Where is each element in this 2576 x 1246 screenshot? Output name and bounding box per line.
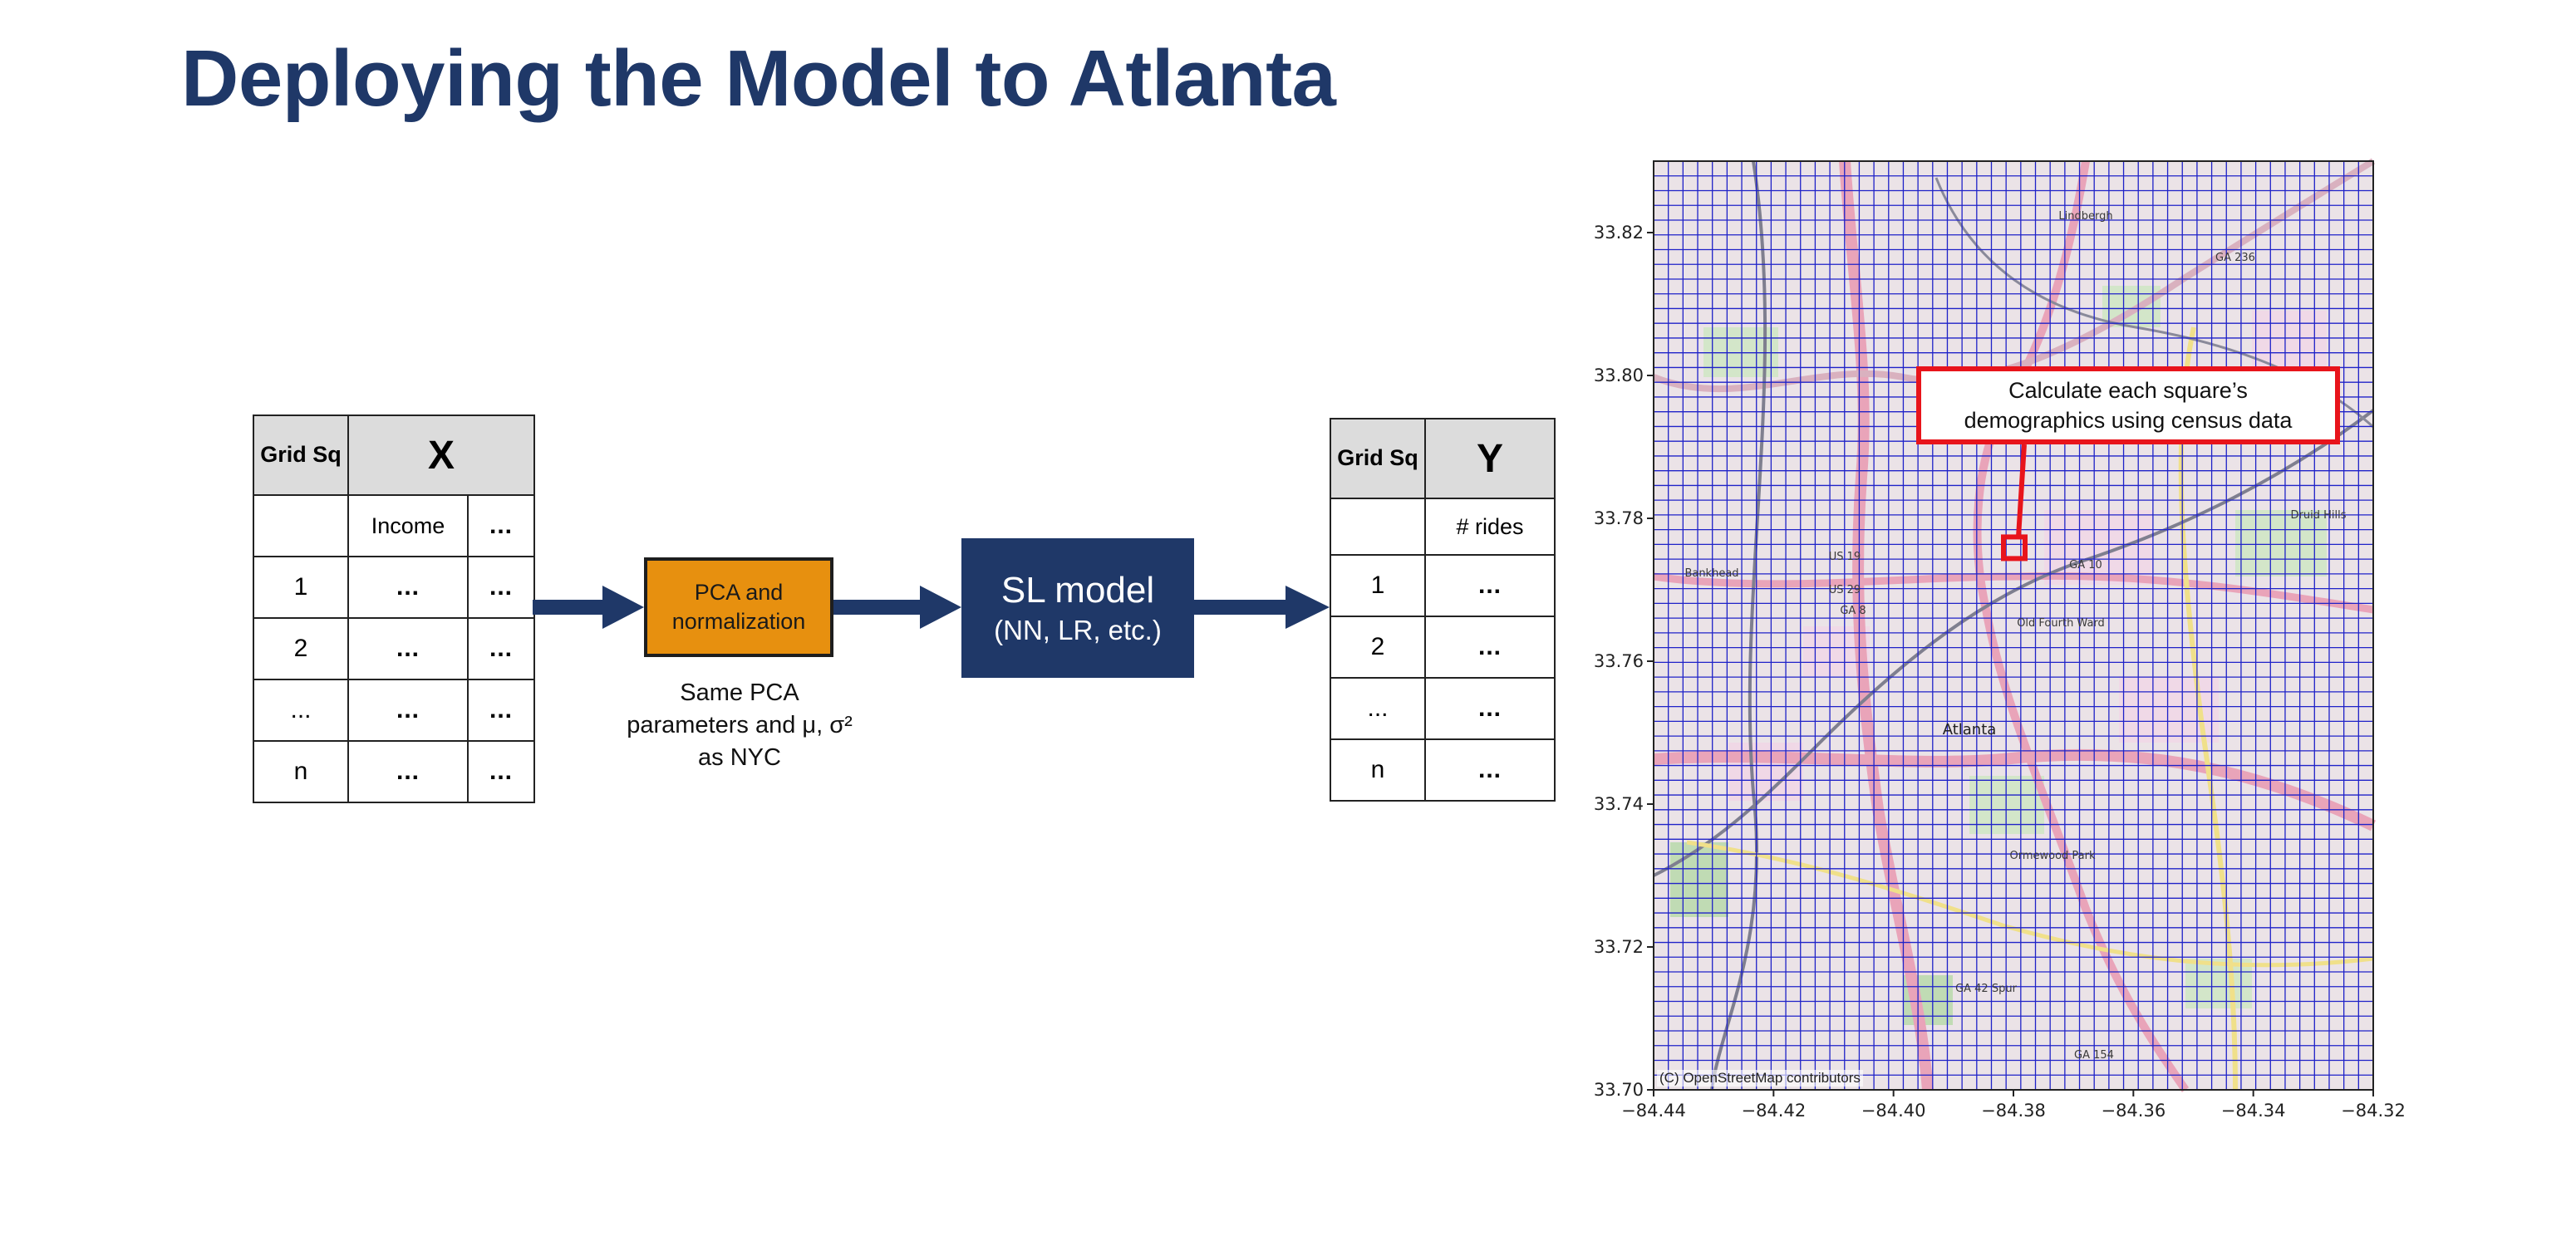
row-id: ... [253,679,348,741]
output-table-y [1330,418,1556,802]
row-more: ... [468,557,534,618]
x-tick-label: −84.36 [2101,1101,2166,1121]
arrow-pca-to-model [833,586,961,629]
y-tick-label: 33.70 [1593,1080,1644,1100]
x-tick-label: −84.38 [1981,1101,2046,1121]
place-label: GA 8 [1840,605,1866,617]
sl-model-title: SL model [1000,569,1155,611]
arrow-x-to-pca [533,586,644,629]
callout-line2: demographics using census data [1964,408,2293,433]
place-label: Bankhead [1684,567,1739,580]
y-tick-label: 33.82 [1593,223,1644,243]
row-rides: ... [1425,616,1555,678]
place-label: Atlanta [1942,721,1997,738]
sl-model-box [961,538,1194,678]
empty-cell [1330,498,1425,555]
pca-note-line3: as NYC [698,744,781,772]
rides-subheader: # rides [1425,498,1555,555]
x-tick-label: −84.44 [1621,1101,1686,1121]
place-label: US 19 [1828,551,1861,563]
y-tick-label: 33.78 [1593,508,1644,528]
grid-sq-header: Grid Sq [1330,419,1425,498]
place-label: Old Fourth Ward [2017,617,2105,630]
map-attribution: (C) OpenStreetMap contributors [1657,1070,1863,1087]
pca-note-line1: Same PCA [680,679,799,706]
pca-label-line1: PCA and [694,579,784,605]
census-callout [1916,366,2340,444]
place-label: GA 10 [2069,559,2102,571]
income-subheader: Income [348,495,468,557]
map-background [1654,161,2373,1090]
place-label: GA 236 [2215,252,2255,264]
table-row [1330,678,1555,739]
table-row [1330,555,1555,616]
page-title: Deploying the Model to Atlanta [181,34,1336,123]
callout-line1: Calculate each square’s [2008,377,2248,403]
row-rides: ... [1425,678,1555,739]
row-rides: ... [1425,739,1555,801]
row-income: ... [348,679,468,741]
y-tick-label: 33.80 [1593,365,1644,385]
row-income: ... [348,618,468,679]
y-tick-label: 33.74 [1593,794,1644,814]
pca-note [607,677,873,774]
pca-note-line2: parameters and μ, σ² [627,712,853,739]
place-label: GA 154 [2074,1049,2114,1062]
map-x-axis [1621,1090,2406,1121]
pca-normalization-box [644,557,833,657]
row-more: ... [468,679,534,741]
place-label: US 29 [1828,584,1861,596]
y-tick-label: 33.72 [1593,937,1644,957]
x-tick-label: −84.42 [1741,1101,1807,1121]
y-tick-label: 33.76 [1593,651,1644,671]
row-rides: ... [1425,555,1555,616]
x-tick-label: −84.40 [1861,1101,1926,1121]
row-more: ... [468,741,534,802]
row-income: ... [348,741,468,802]
grid-sq-header: Grid Sq [253,415,348,495]
table-row [1330,616,1555,678]
row-id: n [253,741,348,802]
row-id: 1 [253,557,348,618]
row-id: n [1330,739,1425,801]
x-header: X [348,415,534,495]
y-header: Y [1425,419,1555,498]
row-id: ... [1330,678,1425,739]
place-label: Lindbergh [2058,210,2113,223]
place-label: Ormewood Park [2009,850,2096,862]
map-y-axis [1594,223,1654,1100]
more-features-subheader: ... [468,495,534,557]
place-label: Druid Hills [2290,509,2347,522]
arrow-model-to-y [1194,586,1330,629]
atlanta-grid-map [1571,150,2418,1130]
row-id: 1 [1330,555,1425,616]
row-more: ... [468,618,534,679]
pca-label-line2: normalization [671,609,806,634]
table-row [1330,739,1555,801]
x-tick-label: −84.34 [2220,1101,2286,1121]
place-label: GA 42 Spur [1955,983,2017,995]
sl-model-subtitle: (NN, LR, etc.) [994,614,1162,645]
row-id: 2 [1330,616,1425,678]
x-tick-label: −84.32 [2341,1101,2406,1121]
row-id: 2 [253,618,348,679]
row-income: ... [348,557,468,618]
